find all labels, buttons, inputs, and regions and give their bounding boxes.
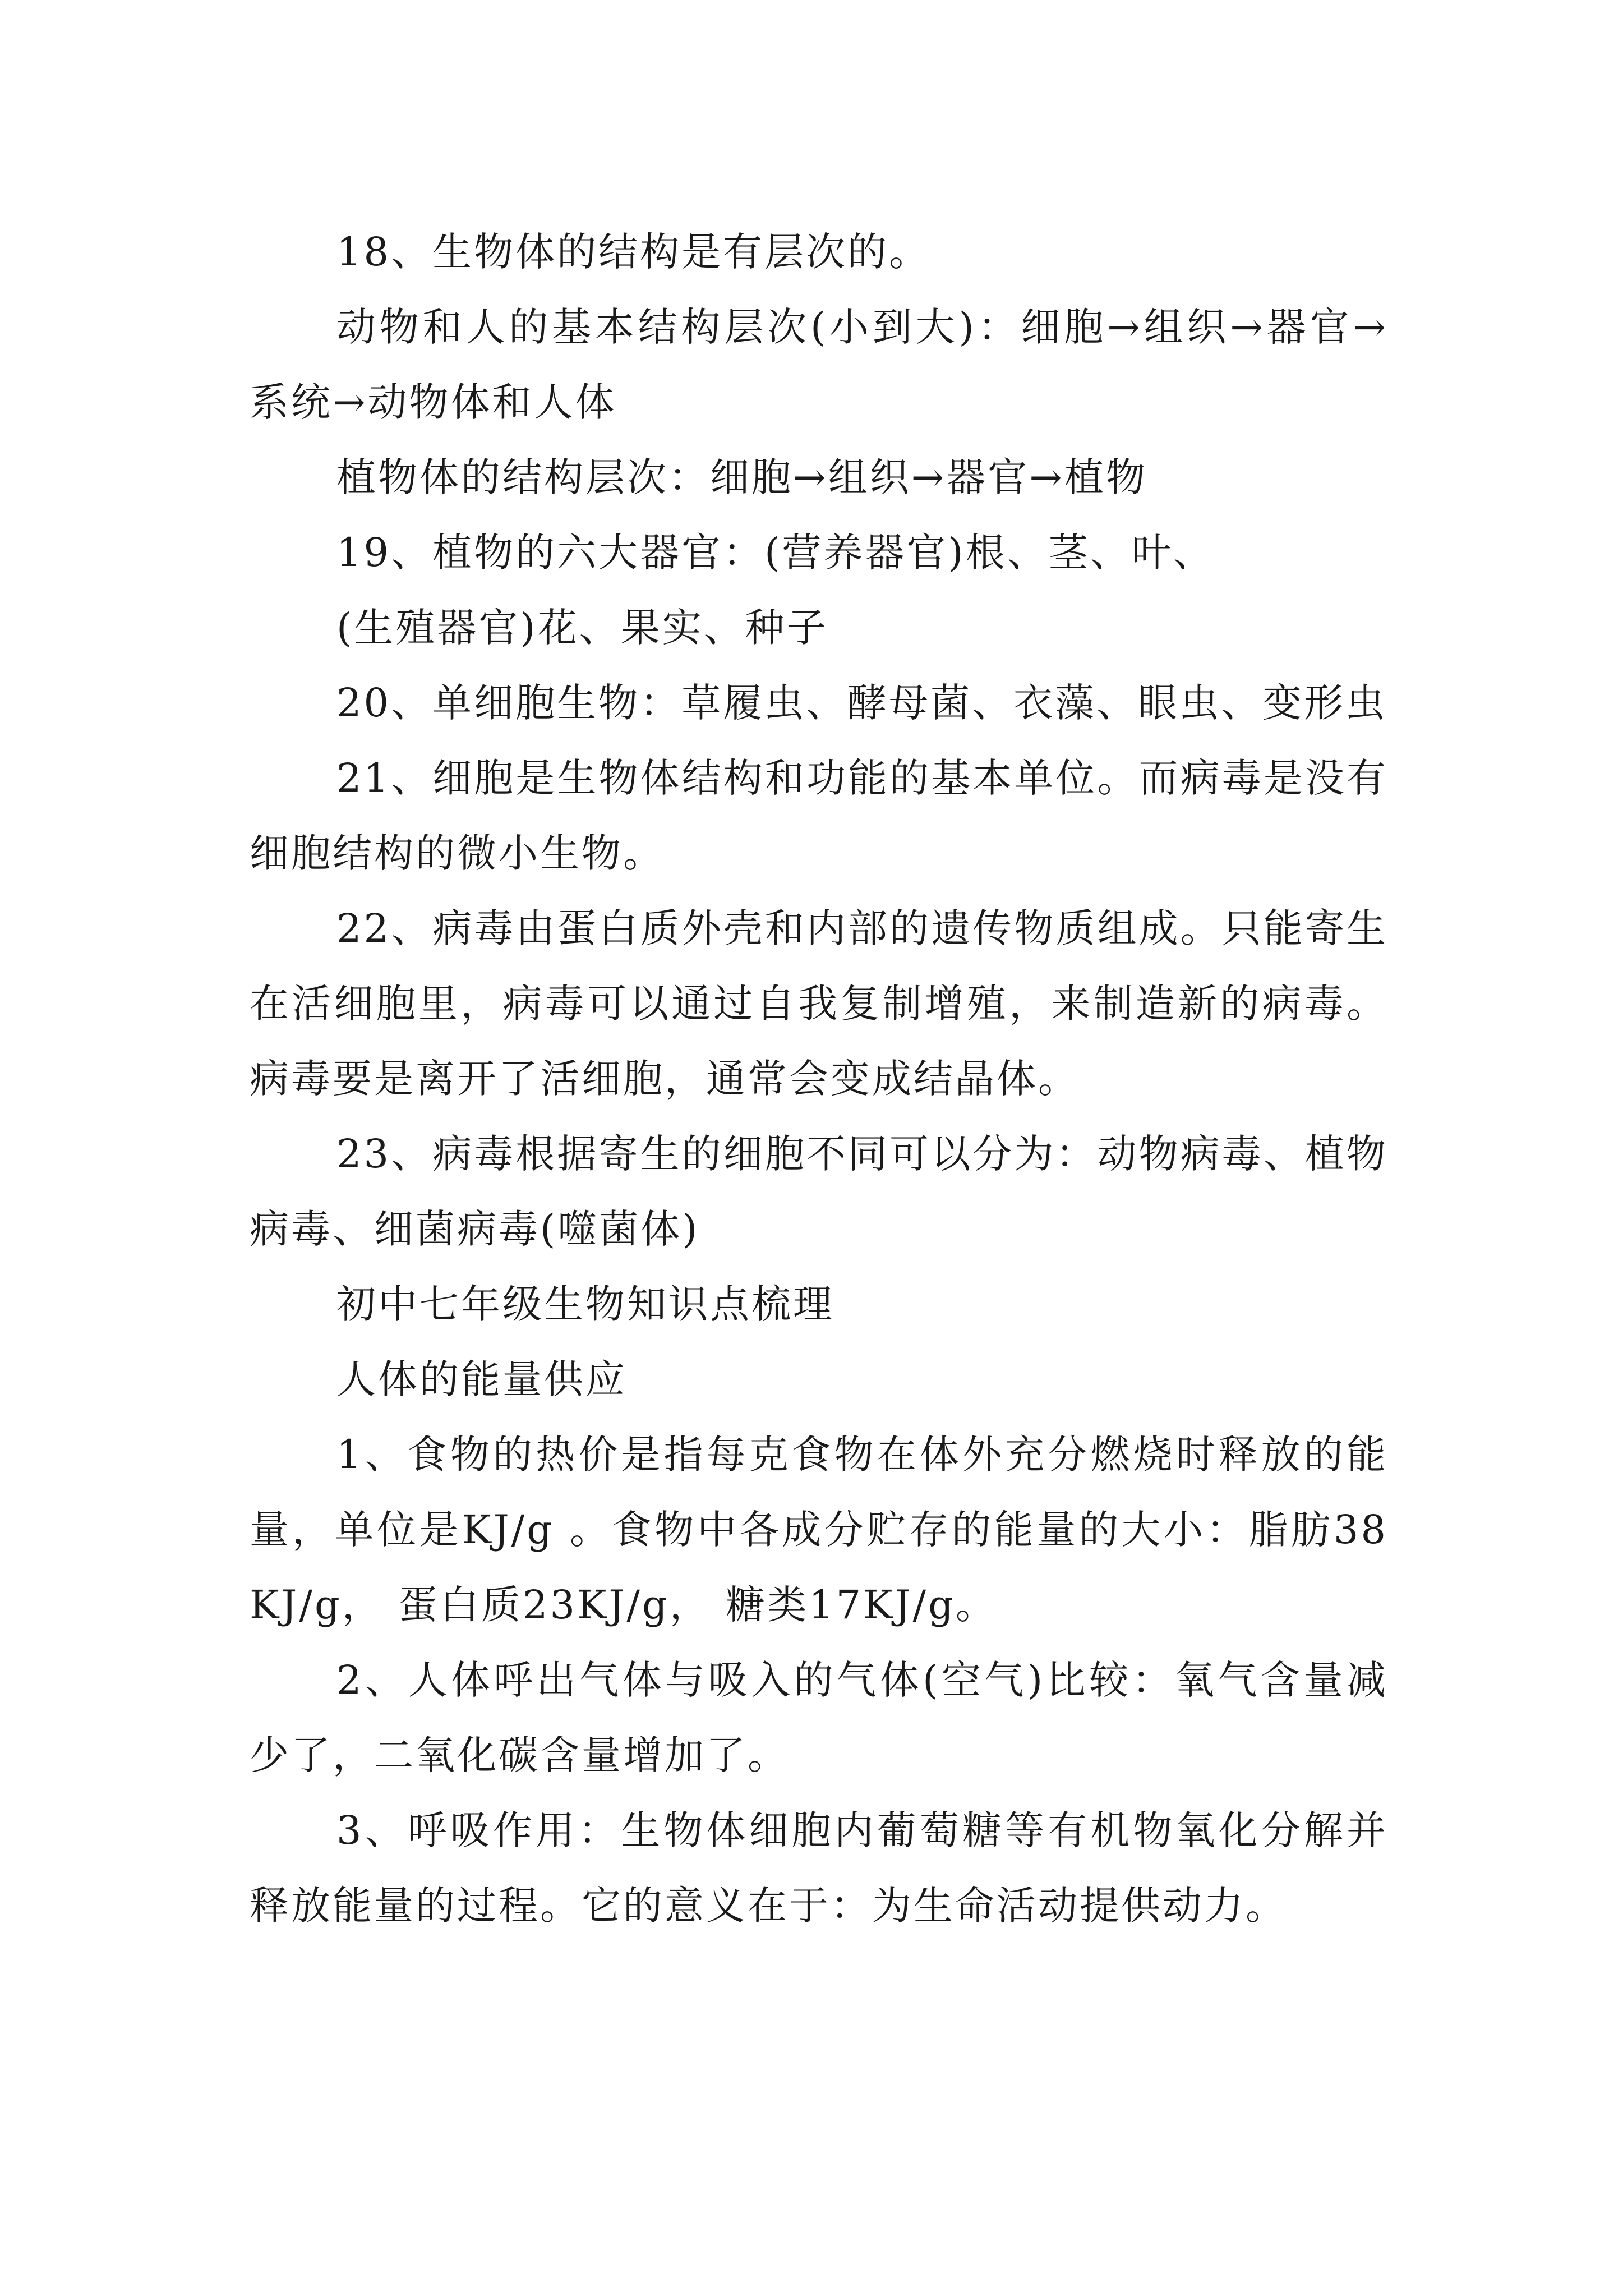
section-subtitle: 人体的能量供应 <box>336 1356 627 1402</box>
paragraph-2-breath-gas: 2、人体呼出气体与吸入的气体(空气)比较：氧气含量减少了，二氧化碳含量增加了。 <box>250 1657 1388 1778</box>
paragraph-18-structure-levels: 18、生物体的结构是有层次的。 <box>336 229 931 275</box>
paragraph-22-virus: 22、病毒由蛋白质外壳和内部的遗传物质组成。只能寄生在活细胞里，病毒可以通过自我复制增殖，来制造新的病毒。病毒要是离开了活细胞，通常会变成结晶体。 <box>250 905 1388 1102</box>
paragraph-animal-levels: 动物和人的基本结构层次(小到大)：细胞→组织→器官→系统→动物体和人体 <box>250 304 1388 425</box>
document-page <box>250 214 1388 1943</box>
section-title: 初中七年级生物知识点梳理 <box>336 1281 834 1327</box>
paragraph-3-respiration: 3、呼吸作用：生物体细胞内葡萄糖等有机物氧化分解并释放能量的过程。它的意义在于：为生命活动提供动力。 <box>250 1807 1388 1929</box>
paragraph-plant-levels: 植物体的结构层次：细胞→组织→器官→植物 <box>336 454 1147 500</box>
paragraph-20-single-cell: 20、单细胞生物：草履虫、酵母菌、衣藻、眼虫、变形虫 <box>336 680 1387 726</box>
paragraph-23-virus-types: 23、病毒根据寄生的细胞不同可以分为：动物病毒、植物病毒、细菌病毒(噬菌体) <box>250 1131 1388 1252</box>
paragraph-reproductive-organs: (生殖器官)花、果实、种子 <box>336 605 828 651</box>
paragraph-19-organs: 19、植物的六大器官：(营养器官)根、茎、叶、 <box>336 530 1215 576</box>
paragraph-1-heat-value: 1、食物的热价是指每克食物在体外充分燃烧时释放的能量，单位是KJ/g 。食物中各成分贮存的能量的大小：脂肪38KJ/g， 蛋白质23KJ/g， 糖类17KJ/g。 <box>250 1432 1388 1628</box>
paragraph-21-cell-unit: 21、细胞是生物体结构和功能的基本单位。而病毒是没有细胞结构的微小生物。 <box>250 755 1388 876</box>
